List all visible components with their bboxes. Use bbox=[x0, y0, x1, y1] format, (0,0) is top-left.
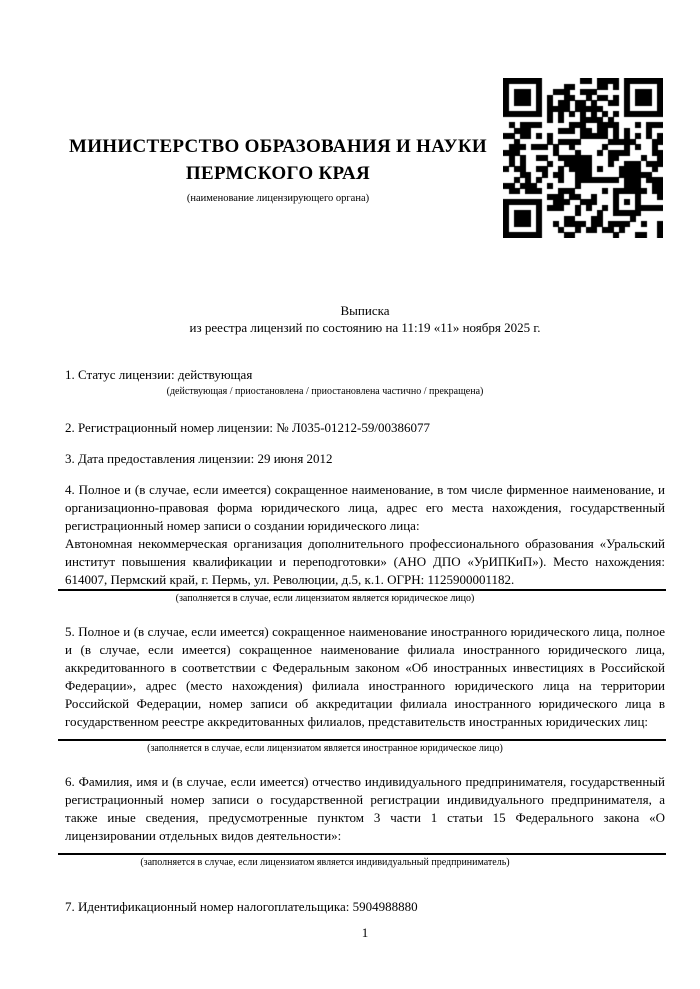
license-status-text: 1. Статус лицензии: действующая bbox=[65, 367, 253, 382]
ministry-name-line2: ПЕРМСКОГО КРАЯ bbox=[185, 163, 371, 184]
document-title: Выписка bbox=[340, 303, 390, 318]
document-subtitle: из реестра лицензий по состоянию на 11:19 «11» ноября 2025 г. bbox=[189, 320, 541, 335]
license-status-options-caption: (действующая / приостановлена / приостановлена частично / прекращена) bbox=[166, 386, 484, 397]
legal-entity-caption: (заполняется в случае, если лицензиатом является юридическое лицо) bbox=[175, 593, 475, 604]
registration-number-text: 2. Регистрационный номер лицензии: № Л035-01212-59/00386077 bbox=[65, 420, 431, 435]
legal-entity-value: Автономная некоммерческая организация дополнительного профессионального образования «Уральский институт повышения квалификации и переподготовки» (АНО ДПО «УрИПКиП»). Место нахождения: 614007, Пермский край, г. Пермь, ул. Революции, д.5, к.1. ОГРН: 1125900001182. bbox=[65, 536, 665, 587]
item-registration-number bbox=[65, 419, 665, 437]
individual-entrepreneur-caption: (заполняется в случае, если лицензиатом является индивидуальный предприниматель) bbox=[140, 857, 510, 868]
ministry-header bbox=[65, 133, 491, 205]
item-individual-entrepreneur bbox=[65, 773, 665, 869]
licensing-authority-caption: (наименование лицензирующего органа) bbox=[186, 193, 370, 204]
individual-entrepreneur-rule bbox=[58, 853, 666, 855]
foreign-entity-empty-value bbox=[65, 731, 665, 739]
individual-entrepreneur-empty-value bbox=[65, 845, 665, 853]
legal-entity-rule bbox=[58, 589, 666, 591]
foreign-entity-caption: (заполняется в случае, если лицензиатом является иностранное юридическое лицо) bbox=[147, 743, 503, 754]
foreign-entity-label: 5. Полное и (в случае, если имеется) сокращенное наименование иностранного юридического лица, полное и (в случае, если имеется) сокращенное наименование филиала иностранного юридического лица, аккредитованного в соответствии с Федеральным законом «Об иностранных инвестициях в Российской Федерации», адрес (место нахождения) филиала иностранного юридического лица на территории Российской Федерации, номер записи об аккредитации филиала иностранного юридического лица в государственном реестре аккредитованных филиалов, представительств иностранных юридических лиц: bbox=[65, 624, 665, 729]
item-taxpayer-number bbox=[65, 898, 665, 916]
item-grant-date bbox=[65, 450, 665, 468]
qr-code-icon bbox=[503, 78, 663, 238]
individual-entrepreneur-label: 6. Фамилия, имя и (в случае, если имеется) отчество индивидуального предпринимателя, государственный регистрационный номер записи о государственной регистрации индивидуального предпринимателя, а также иные сведения, предусмотренные пунктом 3 части 1 статьи 15 Федерального закона «О лицензировании отдельных видов деятельности»: bbox=[65, 774, 665, 843]
ministry-name-line1: МИНИСТЕРСТВО ОБРАЗОВАНИЯ И НАУКИ bbox=[68, 136, 488, 157]
grant-date-text: 3. Дата предоставления лицензии: 29 июня 2012 bbox=[65, 451, 333, 466]
legal-entity-label: 4. Полное и (в случае, если имеется) сокращенное наименование, в том числе фирменное наименование, и организационно-правовая форма юридического лица, адрес его места нахождения, государственный регистрационный номер записи о создании юридического лица: bbox=[65, 482, 665, 533]
item-legal-entity bbox=[65, 481, 665, 605]
item-license-status bbox=[65, 366, 665, 398]
taxpayer-number-text: 7. Идентификационный номер налогоплательщика: 5904988880 bbox=[65, 899, 418, 914]
document-title-block bbox=[65, 302, 665, 336]
document-content bbox=[0, 133, 700, 916]
item-foreign-entity bbox=[65, 623, 665, 755]
foreign-entity-rule bbox=[58, 739, 666, 741]
page-number: 1 bbox=[361, 925, 369, 940]
